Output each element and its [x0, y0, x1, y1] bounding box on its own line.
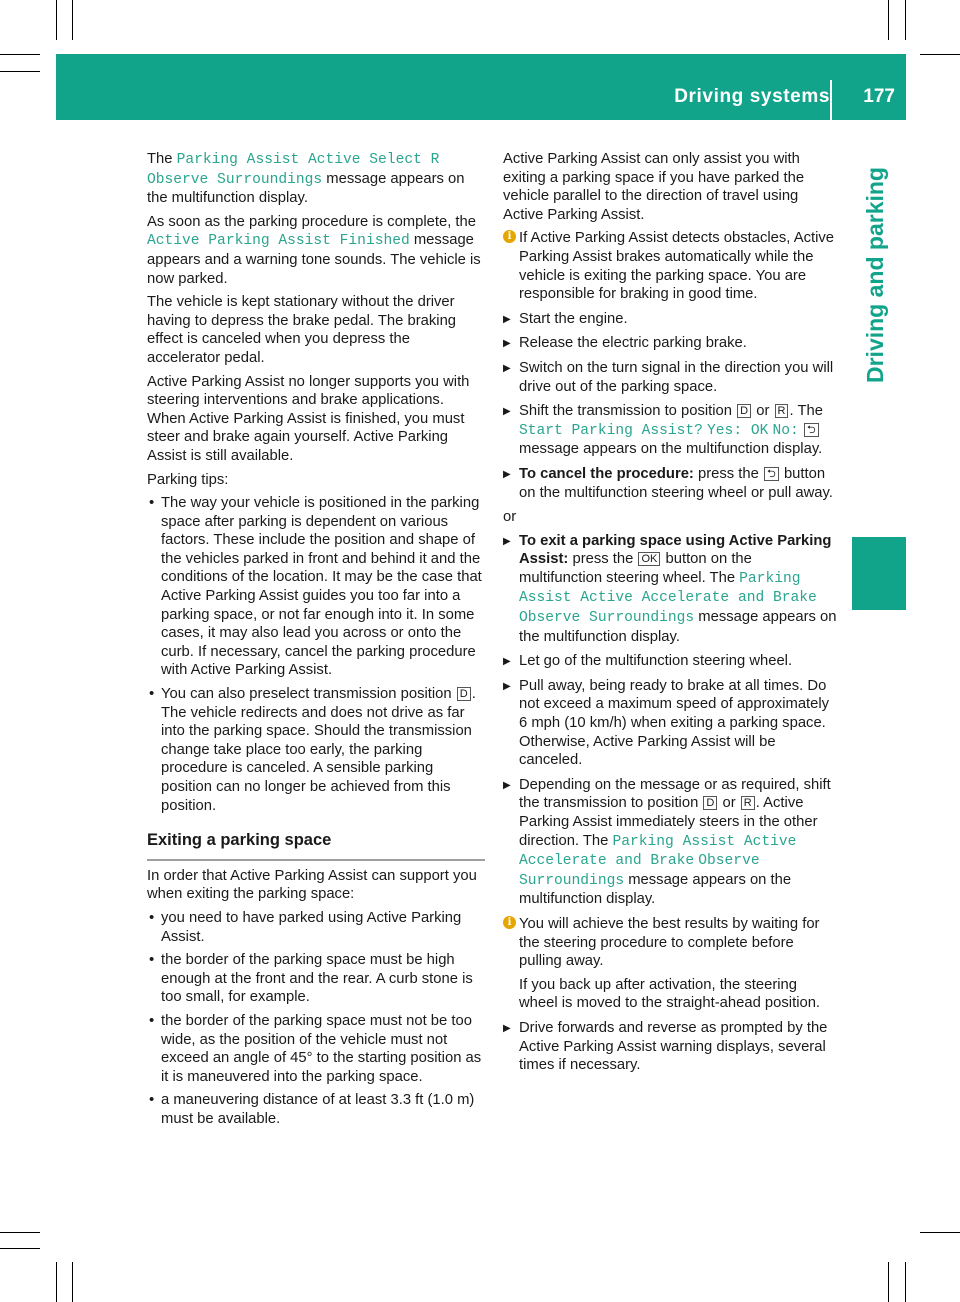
text: message appears on the multifunction display.	[519, 871, 792, 908]
page-section-title: Driving systems	[674, 86, 830, 107]
crop-mark	[888, 0, 889, 40]
list-item: • the border of the parking space must not be too wide, as the position of the vehicle must not exceed an angle of 45° to the starting position as it is maneuvered into the parking space.	[147, 1012, 485, 1086]
info-note	[503, 915, 839, 1013]
crop-mark	[0, 1248, 40, 1249]
list-item: • the border of the parking space must be high enough at the front and the rear. A curb stone is too small, for example.	[147, 951, 485, 1007]
emphasis: To cancel the procedure:	[519, 465, 694, 482]
paragraph	[147, 150, 485, 208]
display-message: Observe Surroundings	[519, 853, 760, 889]
back-button-icon: ⮌	[764, 467, 779, 481]
back-button-icon: ⮌	[804, 423, 819, 437]
action-step: ▶ Switch on the turn signal in the direction you will drive out of the parking space.	[503, 359, 839, 396]
paragraph: Active Parking Assist no longer supports you with steering interventions and brake applications. When Active Parking Assist is finished, you must steer and brake again yourself. Active Parking Assist is still available.	[147, 373, 470, 464]
crop-mark	[56, 0, 57, 40]
text: . The vehicle redirects and does not drive as far into the parking space. Should the transmission change take place too early, the parking procedure is canceled. A sensible parking position can no longer be achieved from this position.	[161, 686, 476, 814]
text: . Active Parking Assist immediately steers in the other direction. The	[519, 795, 818, 849]
crop-mark	[920, 54, 960, 55]
text: message appears and a warning tone sounds. The vehicle is now parked.	[147, 232, 481, 287]
paragraph: or	[503, 509, 517, 526]
action-step	[503, 776, 839, 909]
list-item: • a maneuvering distance of at least 3.3 ft (1.0 m) must be available.	[147, 1091, 485, 1128]
display-message: Parking Assist Active Select R	[176, 152, 440, 168]
text: Shift the transmission to position	[519, 403, 733, 420]
text: button on the multifunction steering wheel.	[519, 551, 752, 586]
text: or	[756, 403, 770, 420]
display-message: Observe Surroundings	[519, 610, 695, 627]
action-step: ▶ Pull away, being ready to brake at all times. Do not exceed a maximum speed of approximately 6 mph (10 km/h) when exiting a parking space. Otherwise, Active Parking Assist will be canceled.	[503, 677, 839, 770]
emphasis: To exit a parking space using Active Parking Assist:	[519, 532, 832, 568]
action-step: ▶ Release the electric parking brake.	[503, 334, 839, 353]
list-item: • The way your vehicle is positioned in the parking space after parking is dependent on various factors. These include the position and shape of the vehicles parked in front and behind it and the conditions of the location. It may be the case that Active Parking Assist guides you too far into a parking space, or not far enough into it. In some cases, it may also lead you across or onto the curb. If necessary, cancel the parking procedure with Active Parking Assist.	[147, 494, 485, 680]
text: If Active Parking Assist detects obstacles, Active Parking Assist brakes automatically while the vehicle is exiting the parking space. You are responsible for braking in good time.	[519, 230, 834, 303]
text: As soon as the parking procedure is complete, the	[147, 213, 477, 230]
info-note	[503, 229, 839, 303]
action-step: ▶ Start the engine.	[503, 310, 839, 329]
crop-mark	[72, 0, 73, 40]
crop-mark	[920, 1232, 960, 1233]
text: The	[797, 403, 823, 420]
display-message: Parking Assist Active Accelerate and Brake	[519, 833, 797, 870]
display-message: Active Parking Assist Finished	[147, 233, 410, 250]
crop-mark	[72, 1262, 73, 1302]
section-heading: Exiting a parking space	[147, 831, 485, 861]
paragraph: In order that Active Parking Assist can support you when exiting the parking space:	[147, 867, 477, 903]
text: message appears on the multifunction display.	[519, 609, 837, 645]
display-message: Parking Assist Active Accelerate and Brake	[519, 570, 817, 607]
text: You will achieve the best results by waiting for the steering procedure to complete before pulling away.	[519, 915, 820, 970]
display-message: No:	[772, 422, 799, 439]
gear-d-icon: D	[703, 796, 717, 810]
text: button on the multifunction steering wheel or pull away.	[519, 465, 833, 501]
action-step	[503, 465, 839, 502]
action-step: ▶ Let go of the multifunction steering wheel.	[503, 652, 839, 671]
text: Depending on the message or as required, shift the transmission to position	[519, 776, 831, 812]
list-item: • you need to have parked using Active Parking Assist.	[147, 909, 485, 946]
action-step	[503, 532, 839, 647]
paragraph	[147, 213, 485, 288]
crop-mark	[905, 0, 906, 40]
paragraph: Parking tips:	[147, 471, 229, 488]
chapter-tab-marker	[852, 537, 906, 610]
display-message: Yes: OK	[707, 422, 769, 439]
right-column	[503, 150, 839, 1081]
crop-mark	[0, 54, 40, 55]
text: message appears on the multifunction display.	[519, 441, 823, 458]
left-column	[147, 150, 485, 1134]
info-icon: i	[503, 916, 516, 929]
crop-mark	[56, 1262, 57, 1302]
gear-r-icon: R	[775, 404, 789, 418]
text: If you back up after activation, the steering wheel is moved to the straight-ahead position.	[519, 976, 821, 1012]
text: The	[147, 151, 173, 167]
paragraph: The vehicle is kept stationary without the driver having to depress the brake pedal. The braking effect is canceled when you depress the accelerator pedal.	[147, 294, 457, 366]
text: or	[722, 795, 736, 812]
action-step: ▶ Drive forwards and reverse as prompted by the Active Parking Assist warning displays, several times if necessary.	[503, 1019, 839, 1075]
crop-mark	[888, 1262, 889, 1302]
chapter-tab-label: Driving and parking	[862, 167, 888, 383]
gear-r-icon: R	[741, 796, 755, 810]
paragraph: Active Parking Assist can only assist you with exiting a parking space if you have parked the vehicle parallel to the direction of travel using Active Parking Assist.	[503, 151, 805, 223]
gear-d-icon: D	[737, 404, 751, 418]
list-item	[147, 685, 485, 815]
info-icon: i	[503, 230, 516, 243]
crop-mark	[0, 71, 40, 72]
display-message: Observe Surroundings	[147, 171, 323, 188]
text: You can also preselect transmission position	[161, 686, 452, 703]
header-divider	[830, 80, 832, 120]
text: message appears on the multifunction display.	[147, 170, 465, 207]
crop-mark	[0, 1232, 40, 1233]
page-number: 177	[863, 86, 895, 107]
ok-button-icon: OK	[638, 552, 660, 566]
text: press the	[572, 551, 634, 568]
crop-mark	[905, 1262, 906, 1302]
gear-d-icon: D	[457, 687, 471, 701]
action-step: ▶ Shift the transmission to position D or R . The Start Parking Assist? Yes: OK No: ⮌ message appears on the multifunction display.	[503, 402, 839, 459]
text: press the	[698, 465, 759, 482]
text: The	[709, 569, 736, 586]
display-message: Start Parking Assist?	[519, 422, 703, 439]
